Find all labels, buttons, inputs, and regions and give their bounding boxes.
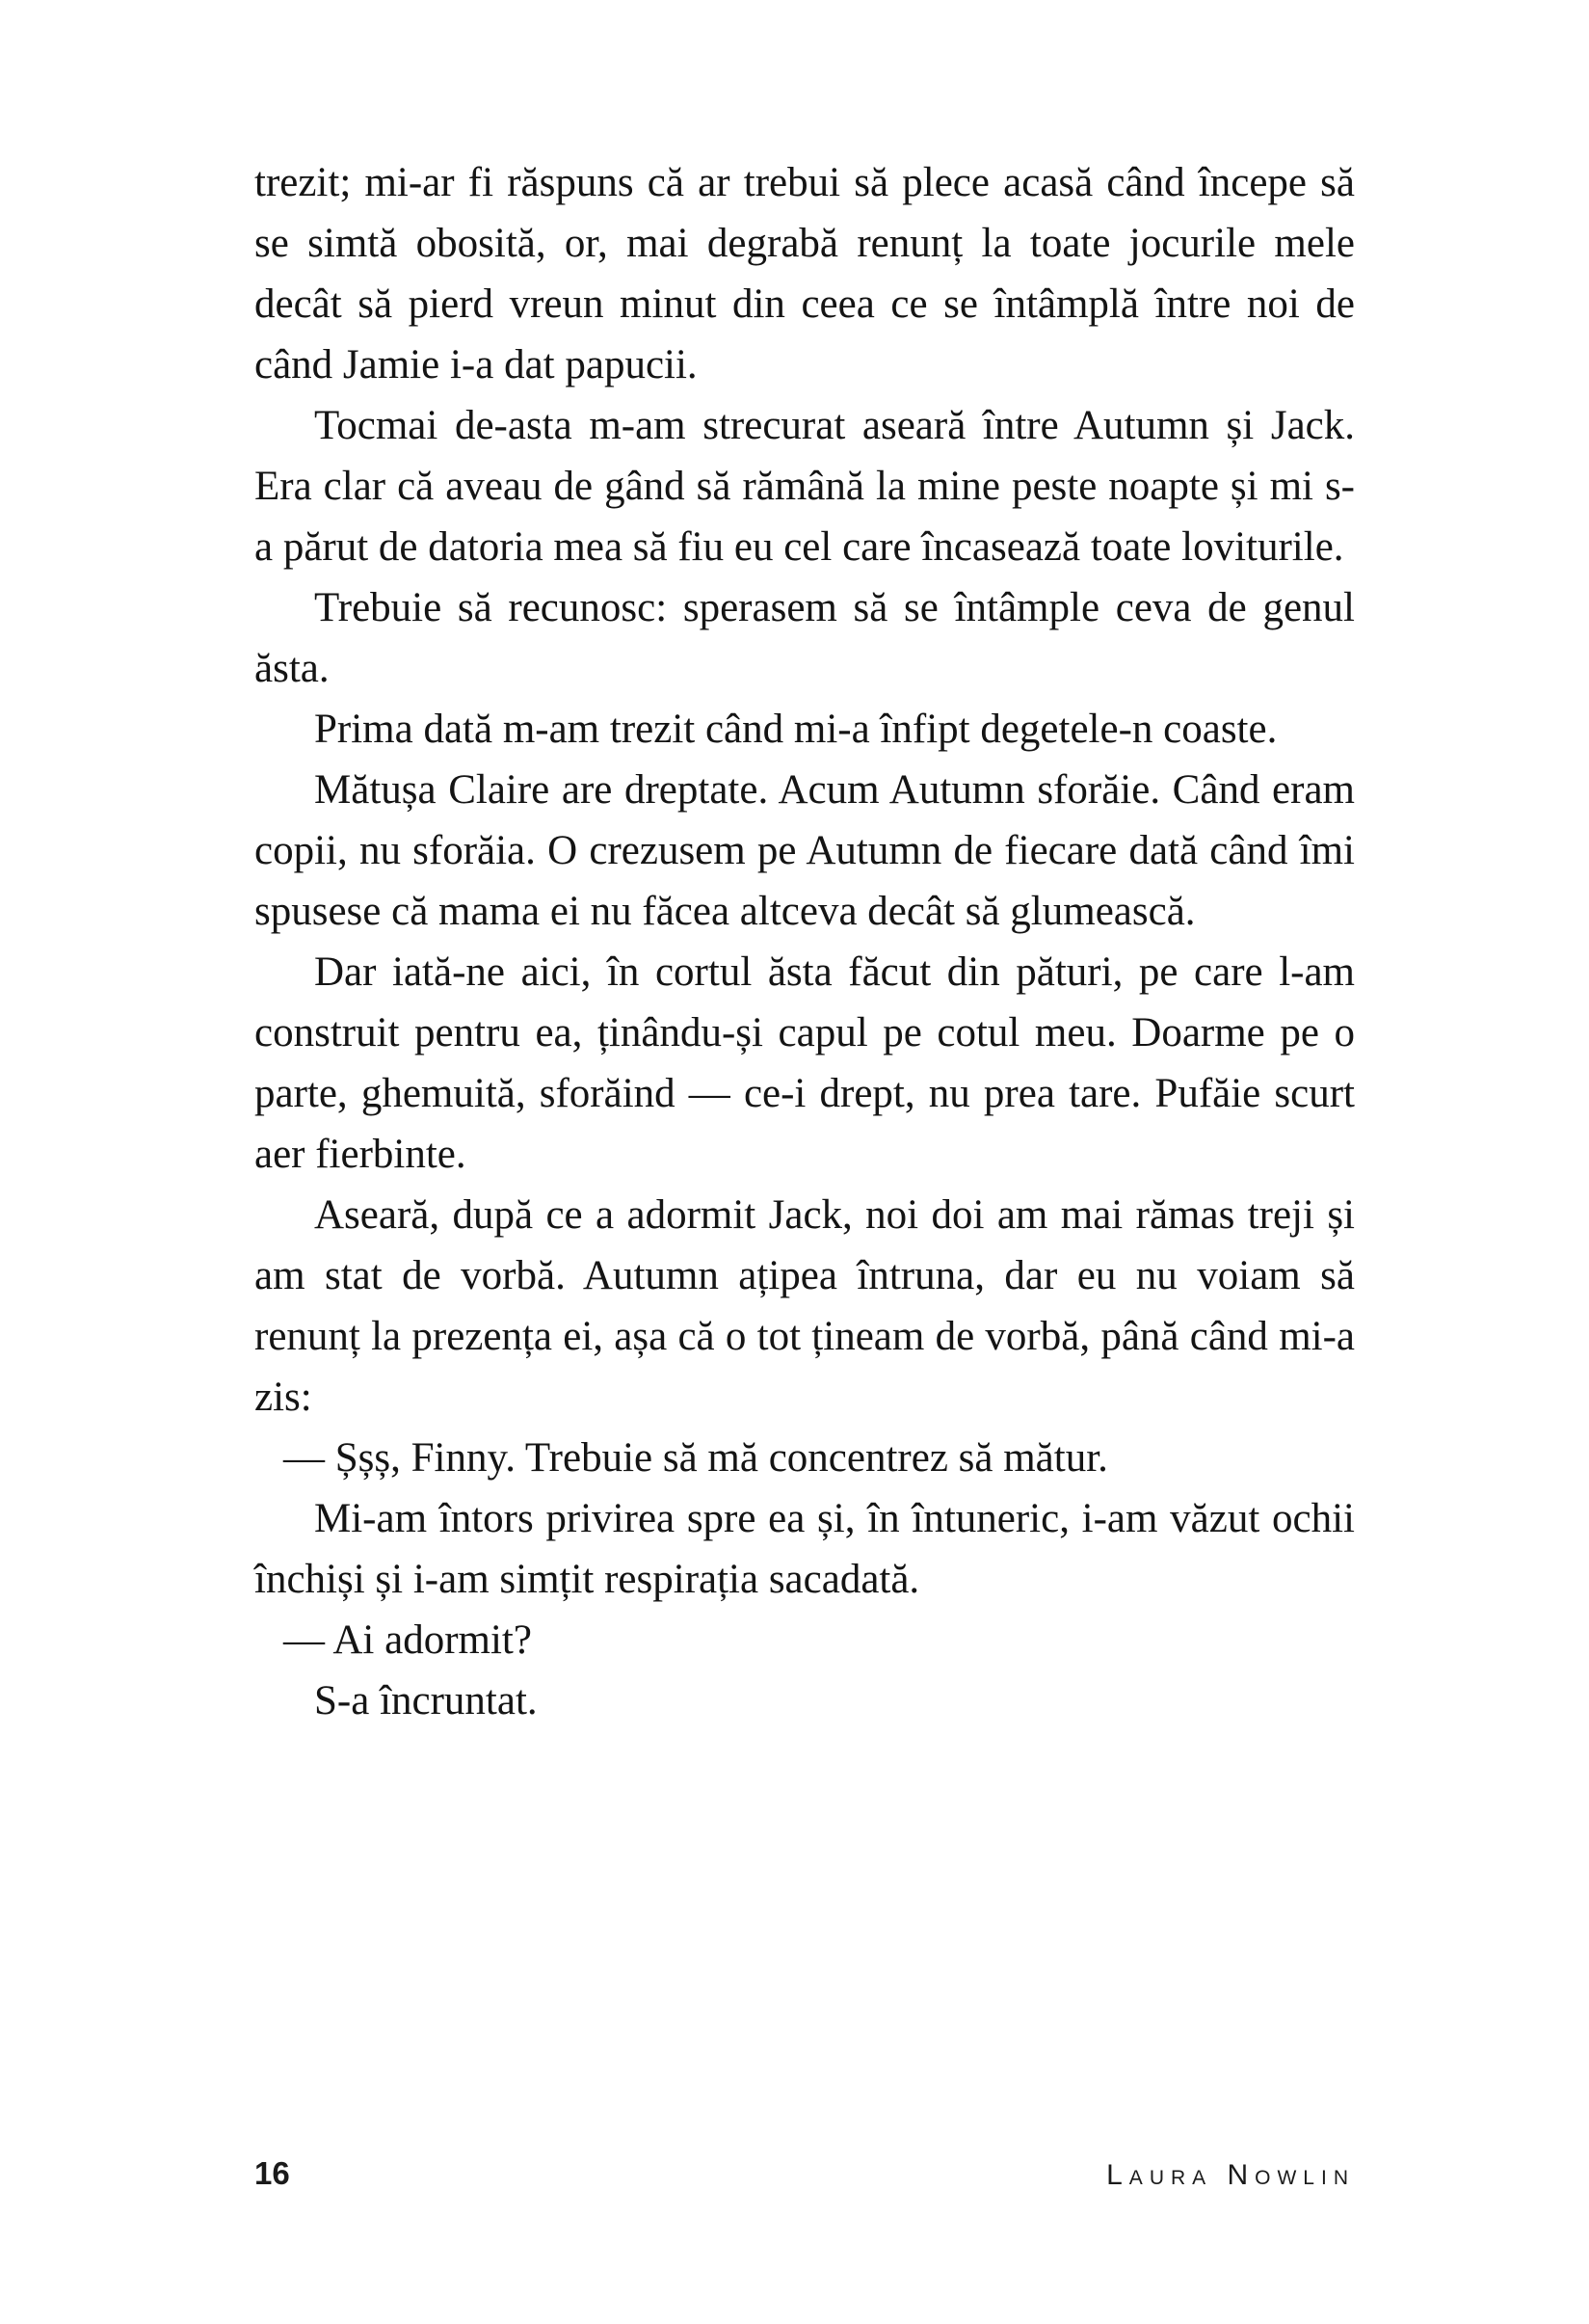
body-paragraph: Aseară, după ce a adormit Jack, noi doi am mai rămas treji și am stat de vorbă. Autumn ațipea întruna, dar eu nu voiam să renunț la prezența ei, așa că o tot țineam de vorbă, până când mi-a zis: — [254, 1192, 1355, 1420]
body-paragraph: Dar iată-ne aici, în cortul ăsta făcut din pături, pe care l-am construit pentru ea, ținându-și capul pe cotul meu. Doarme pe o parte, ghemuită, sforăind — ce-i drept, nu prea tare. Pufăie scurt aer fierbinte. — [254, 949, 1355, 1177]
body-paragraph: Prima dată m-am trezit când mi-a înfipt degetele-n coaste. — [314, 707, 1278, 752]
page-number: 16 — [254, 2155, 290, 2191]
body-text — [254, 152, 1355, 1731]
body-paragraph: Mi-am întors privirea spre ea și, în întuneric, i-am văzut ochii închiși și i-am simțit respirația sacadată. — [254, 1496, 1355, 1602]
page-footer — [254, 2155, 1355, 2192]
dialogue-paragraph: — Ai adormit? — [283, 1617, 532, 1663]
body-paragraph: Mătușa Claire are dreptate. Acum Autumn sforăie. Când eram copii, nu sforăia. O crezusem pe Autumn de fiecare dată când îmi spusese că mama ei nu făcea altceva decât să glumească. — [254, 767, 1355, 934]
body-paragraph: S-a încruntat. — [314, 1678, 538, 1723]
running-footer-author: Laura Nowlin — [1106, 2159, 1355, 2191]
dialogue-paragraph: — Șșș, Finny. Trebuie să mă concentrez să mătur. — [283, 1435, 1108, 1481]
body-paragraph: trezit; mi-ar fi răspuns că ar trebui să plece acasă când începe să se simtă obosită, or, mai degrabă renunț la toate jocurile mele decât să pierd vreun minut din ceea ce se întâmplă între noi de când Jamie i-a dat papucii. — [254, 160, 1355, 387]
body-paragraph: Trebuie să recunosc: sperasem să se întâmple ceva de genul ăsta. — [254, 585, 1355, 691]
body-paragraph: Tocmai de-asta m-am strecurat aseară între Autumn și Jack. Era clar că aveau de gând să rămână la mine peste noapte și mi s-a părut de datoria mea să fiu eu cel care încasează toate loviturile. — [254, 403, 1355, 570]
